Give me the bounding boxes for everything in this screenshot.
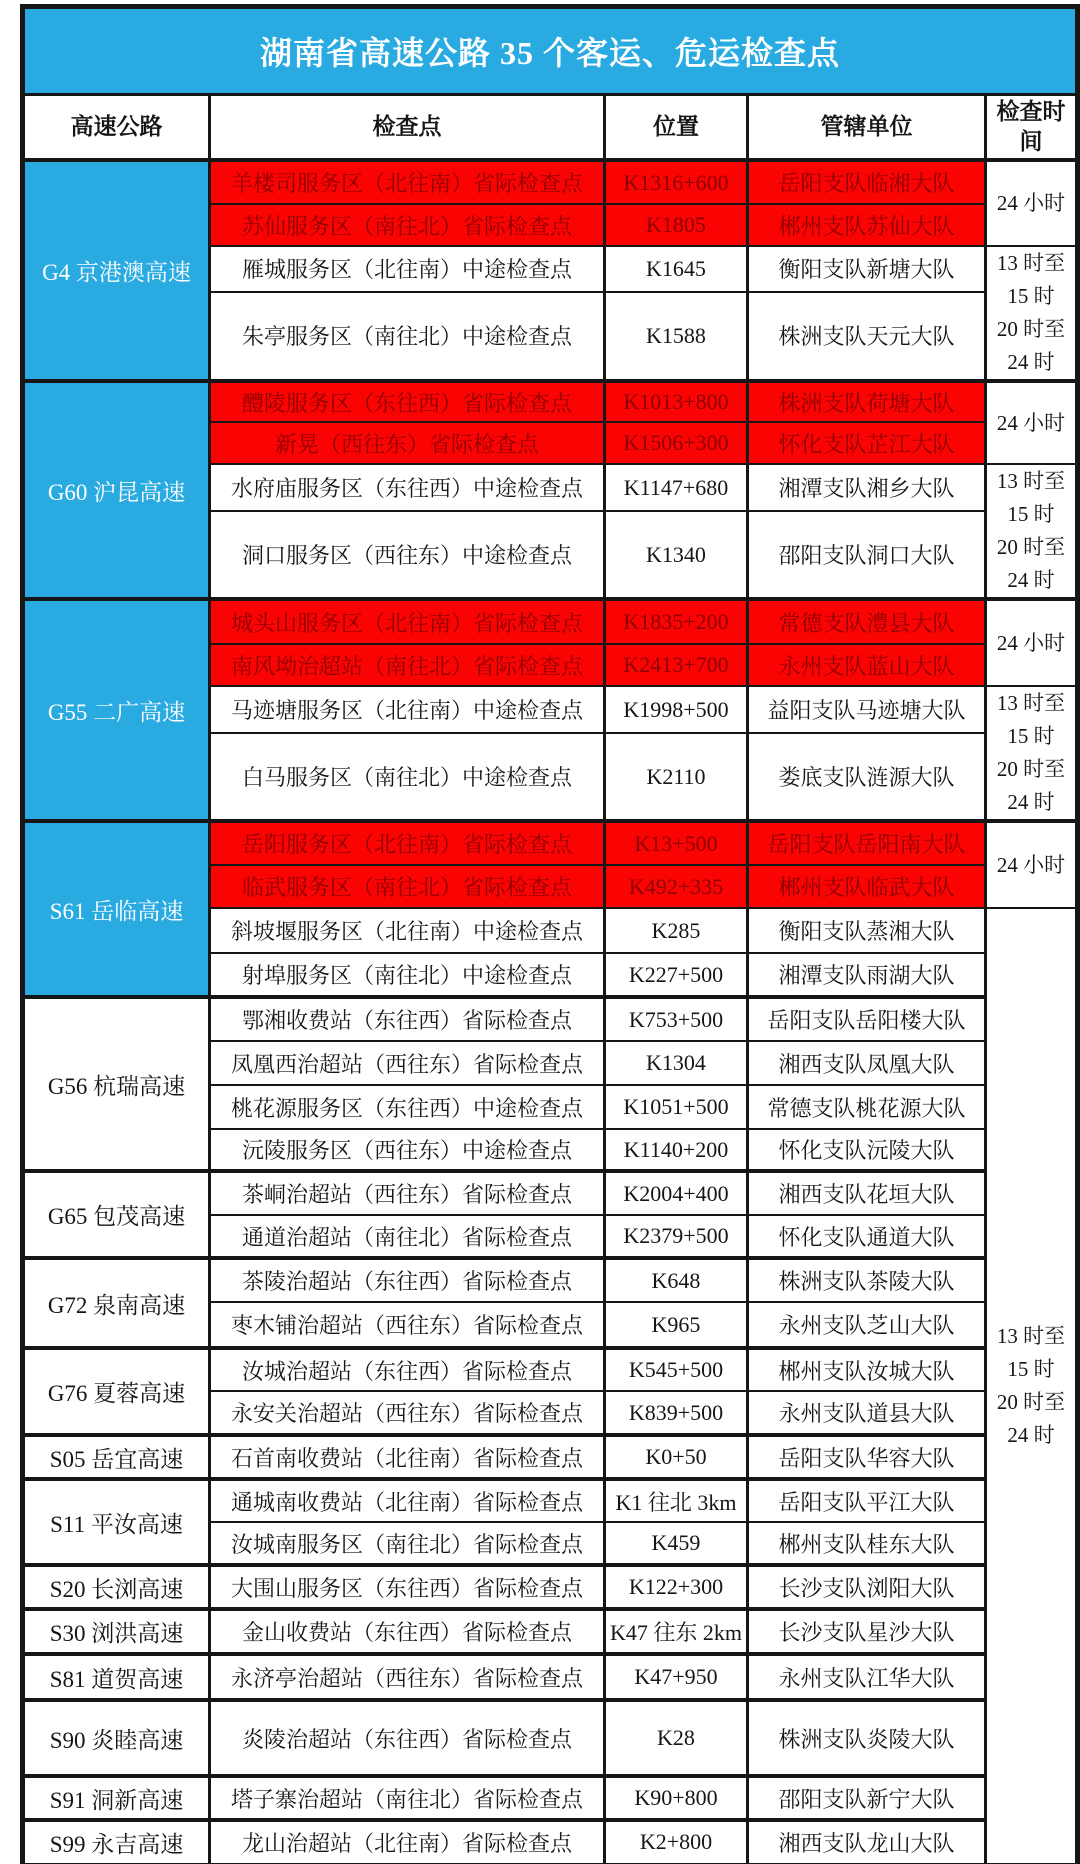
unit-cell: 岳阳支队岳阳楼大队 [748, 997, 986, 1041]
time-line: 24 时 [1007, 1422, 1055, 1447]
unit-cell: 岳阳支队临湘大队 [748, 160, 986, 204]
highway-cell: S61 岳临高速 [23, 821, 210, 997]
checkpoint-cell: 朱亭服务区（南往北）中途检查点 [210, 292, 605, 381]
time-line: 15 时 [1007, 724, 1055, 748]
title-row [23, 7, 1078, 95]
unit-cell: 岳阳支队平江大队 [748, 1479, 986, 1522]
time-line: 24 小时 [996, 191, 1066, 215]
unit-cell: 郴州支队汝城大队 [748, 1348, 986, 1391]
unit-cell: 永州支队蓝山大队 [748, 644, 986, 686]
time-line: 13 时至 [996, 251, 1066, 275]
checkpoint-cell: 永济亭治超站（西往东）省际检查点 [210, 1654, 605, 1700]
time-cell [986, 686, 1078, 821]
location-cell: K1805 [605, 204, 748, 246]
checkpoint-cell: 沅陵服务区（西往东）中途检查点 [210, 1129, 605, 1171]
location-cell: K90+800 [605, 1776, 748, 1820]
checkpoint-cell: 茶陵治超站（东往西）省际检查点 [210, 1258, 605, 1302]
checkpoint-row [23, 1654, 1078, 1700]
highway-cell: S91 洞新高速 [23, 1776, 210, 1820]
time-line: 24 小时 [996, 852, 1066, 877]
unit-cell: 怀化支队沅陵大队 [748, 1129, 986, 1171]
checkpoint-row [23, 1479, 1078, 1522]
location-cell: K0+50 [605, 1435, 748, 1479]
highway-cell: S20 长浏高速 [23, 1565, 210, 1609]
time-cell [986, 381, 1078, 464]
location-cell: K1 往北 3km [605, 1479, 748, 1522]
time-line: 15 时 [1007, 502, 1055, 526]
checkpoint-cell: 石首南收费站（北往南）省际检查点 [210, 1435, 605, 1479]
highway-cell: G65 包茂高速 [23, 1171, 210, 1258]
unit-cell: 邵阳支队新宁大队 [748, 1776, 986, 1820]
location-cell: K1506+300 [605, 422, 748, 464]
unit-cell: 常德支队桃花源大队 [748, 1085, 986, 1129]
col-header-time: 检查时间 [986, 95, 1078, 161]
location-cell: K2110 [605, 733, 748, 821]
highway-cell: S81 道贺高速 [23, 1654, 210, 1700]
highway-cell: G60 沪昆高速 [23, 381, 210, 599]
time-line: 13 时至 [996, 1323, 1066, 1348]
checkpoint-cell: 汝城治超站（东往西）省际检查点 [210, 1348, 605, 1391]
location-cell: K47 往东 2km [605, 1609, 748, 1654]
location-cell: K965 [605, 1302, 748, 1348]
location-cell: K839+500 [605, 1391, 748, 1435]
location-cell: K122+300 [605, 1565, 748, 1609]
checkpoint-cell: 水府庙服务区（东往西）中途检查点 [210, 464, 605, 511]
checkpoint-cell: 金山收费站（东往西）省际检查点 [210, 1609, 605, 1654]
checkpoint-cell: 洞口服务区（西往东）中途检查点 [210, 511, 605, 599]
time-line: 13 时至 [996, 691, 1066, 715]
location-cell: K545+500 [605, 1348, 748, 1391]
time-line: 20 时至 [996, 757, 1066, 781]
time-line: 24 时 [1007, 350, 1055, 374]
location-cell: K1645 [605, 246, 748, 292]
location-cell: K648 [605, 1258, 748, 1302]
unit-cell: 永州支队道县大队 [748, 1391, 986, 1435]
unit-cell: 衡阳支队蒸湘大队 [748, 908, 986, 953]
checkpoint-row [23, 1258, 1078, 1302]
location-cell: K459 [605, 1522, 748, 1565]
location-cell: K1013+800 [605, 381, 748, 422]
location-cell: K492+335 [605, 865, 748, 908]
time-cell [986, 160, 1078, 246]
checkpoint-cell: 城头山服务区（北往南）省际检查点 [210, 599, 605, 644]
unit-cell: 岳阳支队华容大队 [748, 1435, 986, 1479]
checkpoint-cell: 新晃（西往东）省际检查点 [210, 422, 605, 464]
location-cell: K13+500 [605, 821, 748, 865]
checkpoint-row [23, 599, 1078, 644]
highway-cell: G55 二广高速 [23, 599, 210, 821]
location-cell: K1588 [605, 292, 748, 381]
time-cell [986, 464, 1078, 599]
unit-cell: 怀化支队芷江大队 [748, 422, 986, 464]
unit-cell: 怀化支队通道大队 [748, 1215, 986, 1258]
location-cell: K28 [605, 1700, 748, 1776]
col-header-checkpoint: 检查点 [210, 95, 605, 161]
checkpoint-cell: 凤凰西治超站（西往东）省际检查点 [210, 1041, 605, 1085]
time-line: 24 小时 [996, 630, 1066, 655]
unit-cell: 湘潭支队湘乡大队 [748, 464, 986, 511]
time-cell [986, 599, 1078, 686]
checkpoint-rows [23, 160, 1078, 1864]
checkpoint-row [23, 1348, 1078, 1391]
highway-cell: S05 岳宜高速 [23, 1435, 210, 1479]
page-title: 湖南省高速公路 35 个客运、危运检查点 [23, 7, 1078, 95]
unit-cell: 湘西支队花垣大队 [748, 1171, 986, 1215]
checkpoint-cell: 桃花源服务区（东往西）中途检查点 [210, 1085, 605, 1129]
location-cell: K1998+500 [605, 686, 748, 733]
highway-cell: S90 炎睦高速 [23, 1700, 210, 1776]
checkpoint-row [23, 1700, 1078, 1776]
unit-cell: 郴州支队临武大队 [748, 865, 986, 908]
checkpoint-cell: 鄂湘收费站（东往西）省际检查点 [210, 997, 605, 1041]
time-cell [986, 821, 1078, 908]
unit-cell: 衡阳支队新塘大队 [748, 246, 986, 292]
checkpoint-cell: 通道治超站（南往北）省际检查点 [210, 1215, 605, 1258]
unit-cell: 永州支队江华大队 [748, 1654, 986, 1700]
checkpoint-cell: 炎陵治超站（东往西）省际检查点 [210, 1700, 605, 1776]
col-header-highway: 高速公路 [23, 95, 210, 161]
highway-cell: G72 泉南高速 [23, 1258, 210, 1348]
time-line: 20 时至 [996, 317, 1066, 341]
checkpoint-cell: 临武服务区（南往北）省际检查点 [210, 865, 605, 908]
checkpoint-cell: 斜坡堰服务区（北往南）中途检查点 [210, 908, 605, 953]
time-cell [986, 246, 1078, 381]
highway-cell: S11 平汝高速 [23, 1479, 210, 1565]
col-header-unit: 管辖单位 [748, 95, 986, 161]
checkpoint-cell: 白马服务区（南往北）中途检查点 [210, 733, 605, 821]
time-line: 24 时 [1007, 790, 1055, 814]
unit-cell: 株洲支队荷塘大队 [748, 381, 986, 422]
unit-cell: 常德支队澧县大队 [748, 599, 986, 644]
checkpoint-row [23, 821, 1078, 865]
location-cell: K1304 [605, 1041, 748, 1085]
checkpoint-cell: 马迹塘服务区（北往南）中途检查点 [210, 686, 605, 733]
time-line: 20 时至 [996, 535, 1066, 559]
location-cell: K1835+200 [605, 599, 748, 644]
time-line: 13 时至 [996, 469, 1066, 493]
checkpoint-cell: 醴陵服务区（东往西）省际检查点 [210, 381, 605, 422]
unit-cell: 邵阳支队洞口大队 [748, 511, 986, 599]
checkpoint-cell: 雁城服务区（北往南）中途检查点 [210, 246, 605, 292]
time-line: 24 时 [1007, 568, 1055, 592]
unit-cell: 郴州支队桂东大队 [748, 1522, 986, 1565]
location-cell: K285 [605, 908, 748, 953]
checkpoint-cell: 大围山服务区（东往西）省际检查点 [210, 1565, 605, 1609]
location-cell: K2004+400 [605, 1171, 748, 1215]
location-cell: K1140+200 [605, 1129, 748, 1171]
checkpoint-cell: 茶峒治超站（西往东）省际检查点 [210, 1171, 605, 1215]
location-cell: K1051+500 [605, 1085, 748, 1129]
location-cell: K1340 [605, 511, 748, 599]
unit-cell: 岳阳支队岳阳南大队 [748, 821, 986, 865]
highway-cell: G4 京港澳高速 [23, 160, 210, 381]
time-line: 20 时至 [996, 1389, 1066, 1414]
unit-cell: 永州支队芝山大队 [748, 1302, 986, 1348]
highway-cell: S99 永吉高速 [23, 1820, 210, 1864]
checkpoint-cell: 苏仙服务区（南往北）省际检查点 [210, 204, 605, 246]
time-line: 15 时 [1007, 1356, 1055, 1381]
checkpoint-cell: 羊楼司服务区（北往南）省际检查点 [210, 160, 605, 204]
unit-cell: 益阳支队马迹塘大队 [748, 686, 986, 733]
location-cell: K47+950 [605, 1654, 748, 1700]
checkpoint-row [23, 1171, 1078, 1215]
unit-cell: 株洲支队茶陵大队 [748, 1258, 986, 1302]
checkpoint-cell: 通城南收费站（北往南）省际检查点 [210, 1479, 605, 1522]
checkpoint-row [23, 1435, 1078, 1479]
unit-cell: 郴州支队苏仙大队 [748, 204, 986, 246]
highway-cell: G56 杭瑞高速 [23, 997, 210, 1171]
checkpoint-cell: 射埠服务区（南往北）中途检查点 [210, 953, 605, 997]
location-cell: K2+800 [605, 1820, 748, 1864]
checkpoint-row [23, 1820, 1078, 1864]
location-cell: K2379+500 [605, 1215, 748, 1258]
checkpoint-cell: 塔子寨治超站（南往北）省际检查点 [210, 1776, 605, 1820]
checkpoint-row [23, 997, 1078, 1041]
unit-cell: 湘西支队凤凰大队 [748, 1041, 986, 1085]
location-cell: K1316+600 [605, 160, 748, 204]
location-cell: K753+500 [605, 997, 748, 1041]
checkpoint-cell: 永安关治超站（西往东）省际检查点 [210, 1391, 605, 1435]
time-line: 24 小时 [996, 410, 1066, 435]
location-cell: K1147+680 [605, 464, 748, 511]
checkpoint-table [20, 4, 1080, 1864]
location-cell: K2413+700 [605, 644, 748, 686]
unit-cell: 娄底支队涟源大队 [748, 733, 986, 821]
checkpoint-cell: 汝城南服务区（南往北）省际检查点 [210, 1522, 605, 1565]
checkpoint-cell: 南风坳治超站（南往北）省际检查点 [210, 644, 605, 686]
checkpoint-cell: 龙山治超站（北往南）省际检查点 [210, 1820, 605, 1864]
highway-cell: S30 浏洪高速 [23, 1609, 210, 1654]
unit-cell: 湘西支队龙山大队 [748, 1820, 986, 1864]
time-cell [986, 908, 1078, 1864]
checkpoint-cell: 枣木铺治超站（西往东）省际检查点 [210, 1302, 605, 1348]
time-line: 15 时 [1007, 284, 1055, 308]
checkpoint-cell: 岳阳服务区（北往南）省际检查点 [210, 821, 605, 865]
highway-cell: G76 夏蓉高速 [23, 1348, 210, 1435]
unit-cell: 长沙支队星沙大队 [748, 1609, 986, 1654]
location-cell: K227+500 [605, 953, 748, 997]
unit-cell: 株洲支队炎陵大队 [748, 1700, 986, 1776]
checkpoint-row [23, 160, 1078, 204]
unit-cell: 长沙支队浏阳大队 [748, 1565, 986, 1609]
checkpoint-row [23, 1565, 1078, 1609]
column-header-row [23, 95, 1078, 161]
unit-cell: 湘潭支队雨湖大队 [748, 953, 986, 997]
col-header-location: 位置 [605, 95, 748, 161]
checkpoint-row [23, 1609, 1078, 1654]
checkpoint-row [23, 1776, 1078, 1820]
checkpoint-row [23, 381, 1078, 422]
unit-cell: 株洲支队天元大队 [748, 292, 986, 381]
